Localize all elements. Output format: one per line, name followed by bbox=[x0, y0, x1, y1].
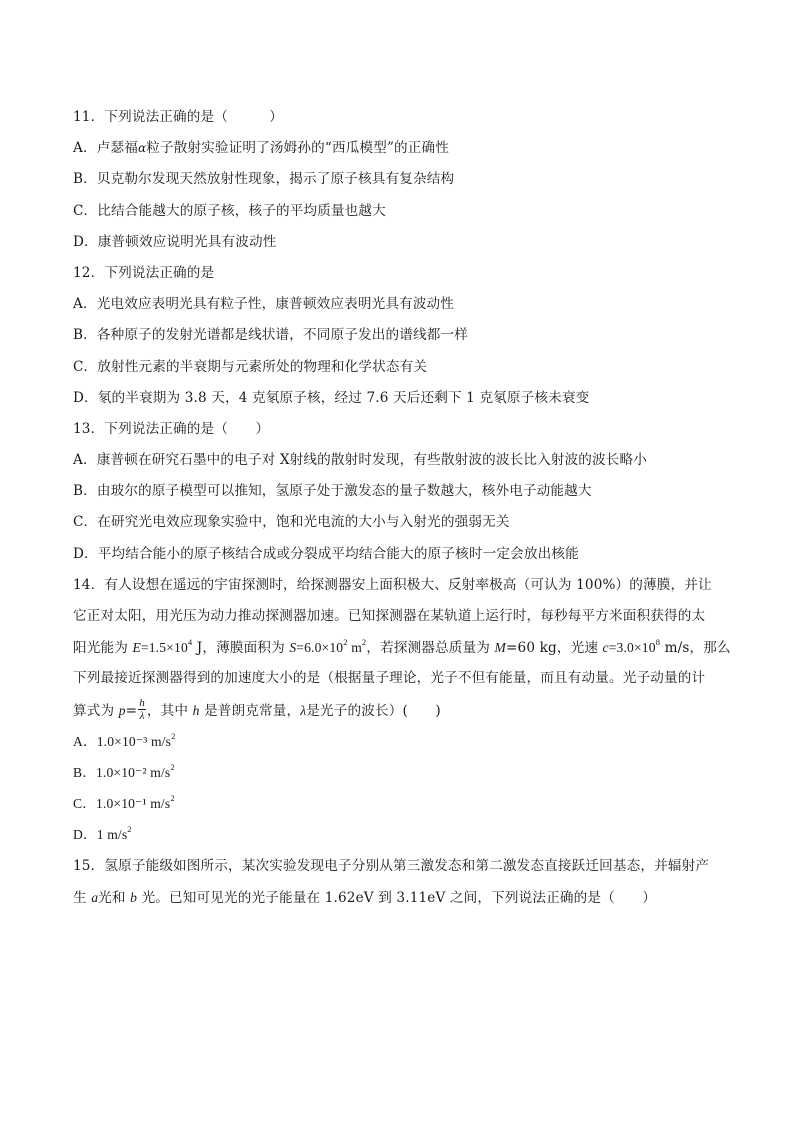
q13-option-a: A．康普顿在研究石墨中的电子对 X射线的散射时发现，有些散射波的波长比入射波的波长略小 bbox=[73, 452, 648, 469]
q13-stem: 13．下列说法正确的是（ ） bbox=[73, 420, 270, 437]
q14-stem-line-2: 它正对太阳，用光压为动力推动探测器加速。已知探测器在某轨道上运行时，每秒每平方米面积获得的太 bbox=[73, 608, 706, 624]
q14-option-b: B．1.0×10⁻² $m/s^2$ bbox=[73, 761, 175, 780]
q11-option-b: B．贝克勒尔发现天然放射性现象，揭示了原子核具有复杂结构 bbox=[73, 171, 455, 188]
q12-option-d: D．氡的半衰期为 3.8 天，4 克氡原子核，经过 7.6 天后还剩下 1 克氡原子核未衰变 bbox=[73, 389, 590, 406]
q14-stem-line-4: 下列最接近探测器得到的加速度大小的是（根据量子理论，光子不但有能量，而且有动量。光子动量的计 bbox=[73, 670, 706, 687]
q14-option-a: A．1.0×10⁻³ $m/s^2$ bbox=[73, 730, 176, 749]
q11-option-a: A．卢瑟福α粒子散射实验证明了汤姆孙的“西瓜模型”的正确性 bbox=[73, 140, 450, 157]
q12-option-b: B．各种原子的发射光谱都是线状谱，不同原子发出的谱线都一样 bbox=[73, 327, 468, 344]
q13-option-d: D．平均结合能小的原子核结合成或分裂成平均结合能大的原子核时一定会放出核能 bbox=[73, 545, 579, 562]
alpha-symbol: α bbox=[137, 141, 147, 156]
momentum-fraction: $\frac{h}{\lambda}$ bbox=[139, 696, 145, 722]
q11-option-d: D．康普顿效应说明光具有波动性 bbox=[73, 233, 277, 250]
q15-stem-line-1: 15．氢原子能级如图所示，某次实验发现电子分别从第三激发态和第二激发态直接跃迁回基态，并辐射产 bbox=[73, 857, 710, 874]
q12-option-c: C．放射性元素的半衰期与元素所处的物理和化学状态有关 bbox=[73, 358, 428, 375]
q14-stem-line-5: 算式为 p= $\frac{h}{\lambda}$ ，其中 h 是普朗克常量，λ是光子的波长）( ) bbox=[73, 696, 441, 722]
q12-option-a: A．光电效应表明光具有粒子性，康普顿效应表明光具有波动性 bbox=[73, 296, 455, 313]
q15-stem-line-2: 生 a光和 b 光。已知可见光的光子能量在 1.62eV 到 3.11eV 之间，下列说法正确的是（ ） bbox=[73, 889, 657, 906]
q14-option-c: C．1.0×10⁻¹ $m/s^2$ bbox=[73, 792, 175, 812]
q14-option-d: D．1 $m/s^2$ bbox=[73, 824, 132, 843]
q11-option-c: C．比结合能越大的原子核，核子的平均质量也越大 bbox=[73, 202, 386, 219]
q13-option-b: B．由玻尔的原子模型可以推知，氢原子处于激发态的量子数越大，核外电子动能越大 bbox=[73, 483, 592, 500]
q13-option-c: C．在研究光电效应现象实验中，饱和光电流的大小与入射光的强弱无关 bbox=[73, 514, 510, 531]
q11-stem: 11．下列说法正确的是（ ） bbox=[73, 109, 284, 125]
q12-stem: 12．下列说法正确的是 bbox=[73, 264, 215, 281]
q14-stem-line-3: 阳光能为 $E=1.5\times 10^4$ J，薄膜面积为 $S=6.0\times 10^2$ $m^2$，若探测器总质量为 M=60 kg，光速 $c=3.0\times 10^8$ m/s，那么 bbox=[73, 636, 731, 657]
q14-stem-line-1: 14．有人设想在遥远的宇宙探测时，给探测器安上面积极大、反射率极高（可认为 100%）的薄膜，并让 bbox=[73, 576, 712, 593]
